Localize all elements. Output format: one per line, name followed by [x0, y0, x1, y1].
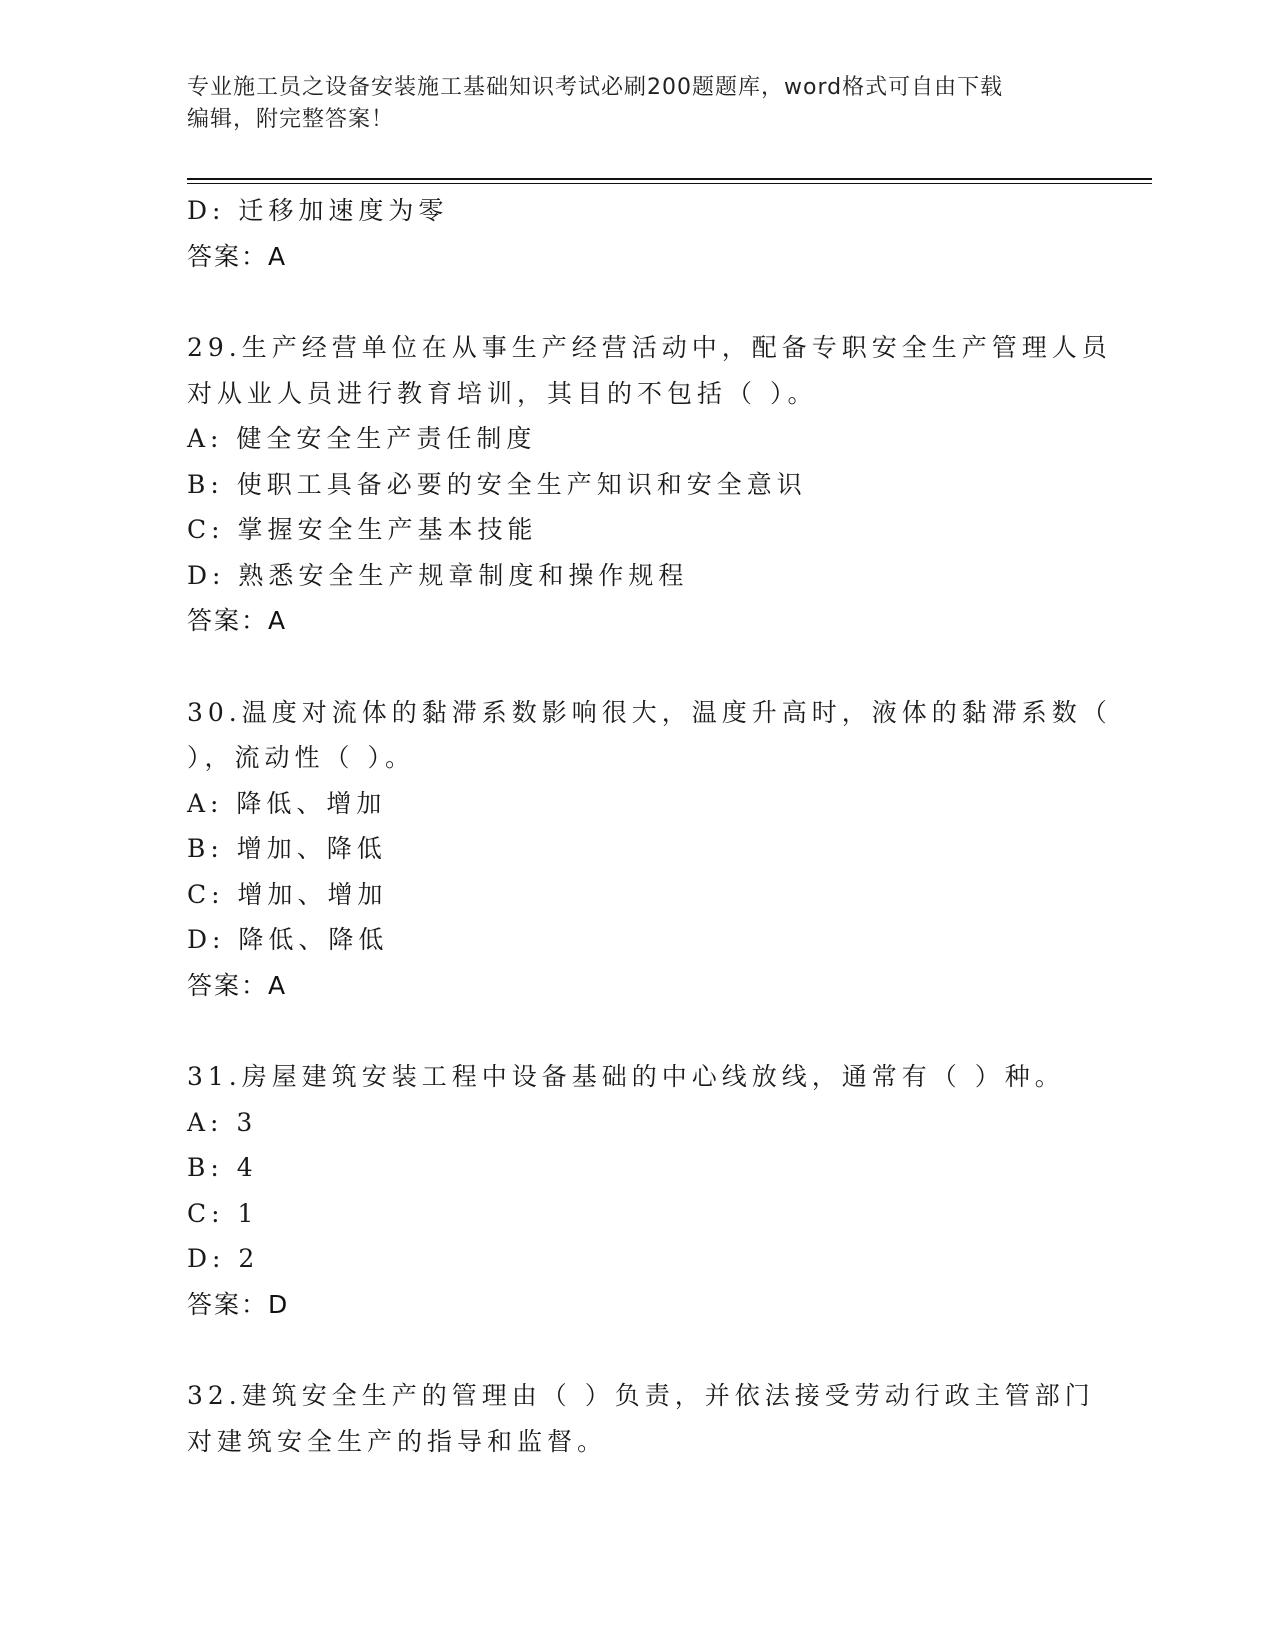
option-b: B: 增加、降低 — [187, 834, 387, 863]
question-text: 31.房屋建筑安装工程中设备基础的中心线放线，通常有（ ）种。 — [187, 1062, 1065, 1091]
option-a: A: 3 — [187, 1107, 258, 1137]
option-b: B: 使职工具备必要的安全生产知识和安全意识 — [187, 469, 807, 499]
option-a: A: 健全安全生产责任制度 — [187, 424, 537, 453]
question-text: 对建筑安全生产的指导和监督。 — [187, 1426, 608, 1456]
option-c: C: 掌握安全生产基本技能 — [187, 515, 538, 544]
question-text: 对从业人员进行教育培训，其目的不包括（ ）。 — [187, 378, 818, 408]
question-32 — [187, 1373, 1147, 1464]
header-title-line1: 专业施工员之设备安装施工基础知识考试必刷200题题库，word格式可自由下载 — [187, 75, 1004, 100]
document-header — [187, 72, 1087, 136]
option-c: C: 增加、增加 — [187, 879, 388, 909]
option-c: C: 1 — [187, 1198, 259, 1228]
question-list — [187, 188, 1147, 1464]
question-text: 30.温度对流体的黏滞系数影响很大，温度升高时，液体的黏滞系数（ — [187, 697, 1112, 727]
header-divider-thick — [187, 178, 1152, 180]
question-28-tail — [187, 188, 1147, 279]
option-d: D: 2 — [187, 1244, 260, 1273]
option-d: D: 降低、降低 — [187, 925, 389, 954]
question-text: ），流动性（ ）。 — [187, 743, 415, 772]
question-31 — [187, 1054, 1147, 1327]
option-d: D: 迁移加速度为零 — [187, 196, 449, 225]
answer-line: 答案：A — [187, 241, 288, 271]
answer-line: 答案：D — [187, 1289, 290, 1319]
option-d: D: 熟悉安全生产规章制度和操作规程 — [187, 560, 689, 590]
header-title-line2: 编辑，附完整答案！ — [187, 107, 395, 132]
question-29 — [187, 325, 1147, 644]
question-text: 32.建筑安全生产的管理由（ ）负责，并依法接受劳动行政主管部门 — [187, 1381, 1095, 1410]
question-30 — [187, 690, 1147, 1009]
answer-line: 答案：A — [187, 606, 288, 635]
header-divider-thin — [187, 183, 1152, 184]
option-b: B: 4 — [187, 1153, 258, 1182]
question-text: 29.生产经营单位在从事生产经营活动中，配备专职安全生产管理人员 — [187, 333, 1112, 362]
answer-line: 答案：A — [187, 970, 288, 1000]
option-a: A: 降低、增加 — [187, 788, 387, 818]
